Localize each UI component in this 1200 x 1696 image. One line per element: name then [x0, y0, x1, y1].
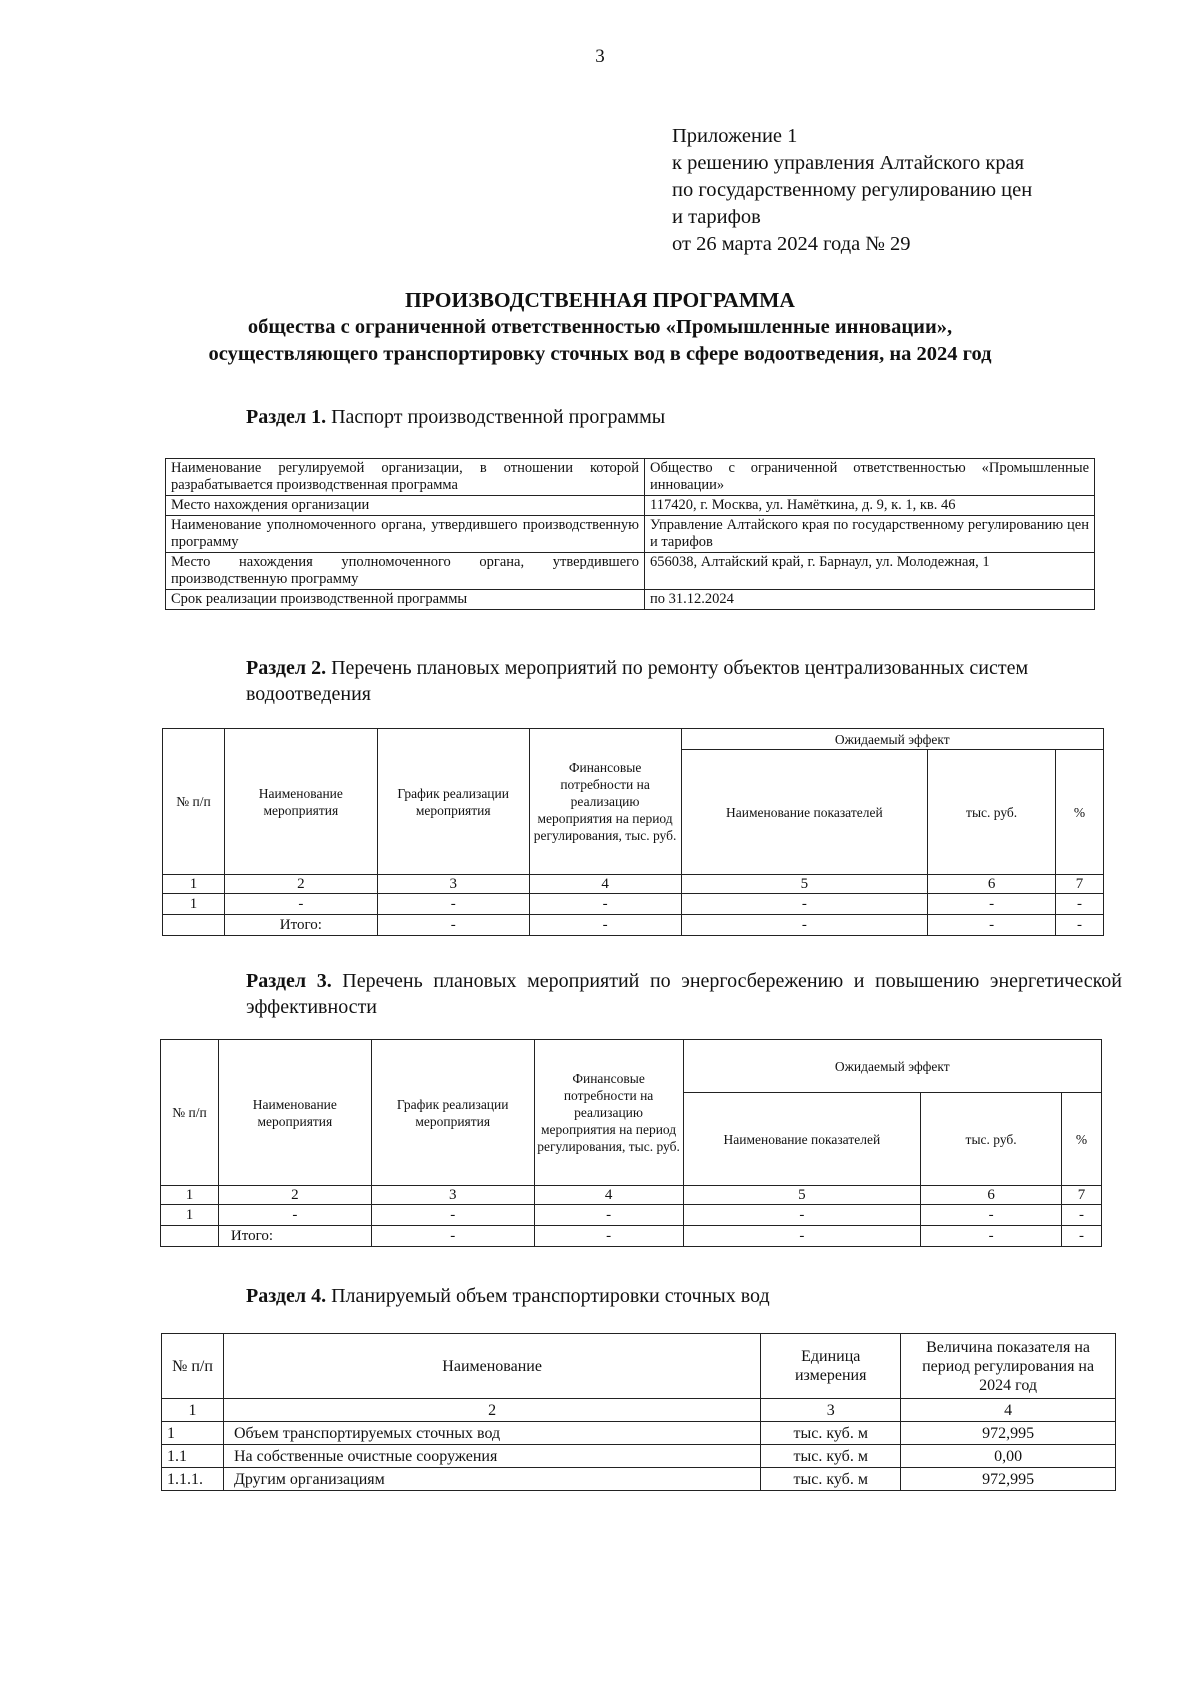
- column-number: 6: [921, 1186, 1062, 1205]
- column-number: 1: [162, 1399, 224, 1422]
- table-cell: -: [224, 894, 377, 915]
- table-cell: -: [1056, 894, 1104, 915]
- table-cell: [161, 1226, 219, 1247]
- header-indicators: Наименование показателей: [681, 750, 928, 875]
- header-finance: Финансовые потребности на реализацию мероприятия на период регулирования, тыс. руб.: [534, 1040, 683, 1186]
- column-number: 5: [681, 875, 928, 894]
- annex-line: к решению управления Алтайского края: [672, 152, 1025, 174]
- column-number: 3: [377, 875, 529, 894]
- passport-label: Наименование регулируемой организации, в отношении которой разрабатывается производственная программа: [166, 459, 645, 496]
- passport-value: Общество с ограниченной ответственностью «Промышленные инновации»: [645, 459, 1095, 496]
- table-row: [166, 516, 1095, 553]
- header-finance: Финансовые потребности на реализацию мероприятия на период регулирования, тыс. руб.: [529, 729, 681, 875]
- table-cell: -: [534, 1205, 683, 1226]
- header-name: Наименование: [223, 1334, 760, 1399]
- header-unit: Единица измерения: [761, 1334, 901, 1399]
- passport-value: 656038, Алтайский край, г. Барнаул, ул. Молодежная, 1: [645, 553, 1095, 590]
- header-num: № п/п: [161, 1040, 219, 1186]
- section-label: Раздел 3.: [246, 970, 332, 992]
- annex-line: и тарифов: [672, 206, 761, 228]
- table-row: [166, 590, 1095, 610]
- table-header-row: [163, 729, 1104, 750]
- title-main: ПРОИЗВОДСТВЕННАЯ ПРОГРАММА: [405, 288, 795, 312]
- column-number: 3: [371, 1186, 534, 1205]
- section4-heading: [246, 1283, 770, 1309]
- table-cell: -: [928, 894, 1056, 915]
- title-line: общества с ограниченной ответственностью «Промышленные инновации»,: [247, 316, 953, 338]
- column-number: 4: [901, 1399, 1116, 1422]
- table-cell: -: [1056, 915, 1104, 936]
- passport-label: Срок реализации производственной программы: [166, 590, 645, 610]
- section-label: Раздел 4.: [246, 1285, 327, 1307]
- passport-label: Наименование уполномоченного органа, утвердившего производственную программу: [166, 516, 645, 553]
- column-number: 2: [223, 1399, 760, 1422]
- row-name: Объем транспортируемых сточных вод: [223, 1422, 760, 1445]
- header-name: Наименование мероприятия: [218, 1040, 371, 1186]
- repair-measures-table: [162, 728, 1104, 936]
- table-cell: -: [218, 1205, 371, 1226]
- row-unit: тыс. куб. м: [761, 1422, 901, 1445]
- section-heading-text: [172, 968, 1122, 1020]
- header-num: № п/п: [162, 1334, 224, 1399]
- column-number: 4: [529, 875, 681, 894]
- header-value: Величина показателя на период регулирования на 2024 год: [901, 1334, 1116, 1399]
- title-line: осуществляющего транспортировку сточных вод в сфере водоотведения, на 2024 год: [208, 343, 992, 365]
- table-cell: -: [377, 915, 529, 936]
- total-label: Итого:: [224, 915, 377, 936]
- header-percent: %: [1056, 750, 1104, 875]
- column-number: 4: [534, 1186, 683, 1205]
- column-number: 2: [218, 1186, 371, 1205]
- table-cell: -: [529, 894, 681, 915]
- energy-measures-table: [160, 1039, 1102, 1247]
- total-row: [163, 915, 1104, 936]
- section2-heading: [172, 655, 1122, 707]
- header-num: № п/п: [163, 729, 225, 875]
- table-cell: -: [371, 1226, 534, 1247]
- table-row: [162, 1445, 1116, 1468]
- transport-volume-table: [161, 1333, 1116, 1491]
- row-value: 0,00: [901, 1445, 1116, 1468]
- passport-label: Место нахождения организации: [166, 496, 645, 516]
- row-value: 972,995: [901, 1468, 1116, 1491]
- table-row: [166, 496, 1095, 516]
- header-schedule: График реализации мероприятия: [377, 729, 529, 875]
- section3-heading: [172, 968, 1122, 1020]
- column-number: 7: [1056, 875, 1104, 894]
- table-cell: 1: [161, 1205, 219, 1226]
- row-name: Другим организациям: [223, 1468, 760, 1491]
- header-thousand-rub: тыс. руб.: [928, 750, 1056, 875]
- column-numbers-row: [162, 1399, 1116, 1422]
- passport-value: Управление Алтайского края по государственному регулированию цен и тарифов: [645, 516, 1095, 553]
- table-cell: 1: [163, 894, 225, 915]
- row-name: На собственные очистные сооружения: [223, 1445, 760, 1468]
- table-cell: -: [377, 894, 529, 915]
- document-title: [60, 287, 1140, 368]
- row-number: 1: [162, 1422, 224, 1445]
- passport-value: по 31.12.2024: [645, 590, 1095, 610]
- section-label: Раздел 2.: [246, 657, 327, 679]
- table-cell: -: [681, 894, 928, 915]
- section1-heading: [246, 404, 665, 430]
- table-row: [161, 1205, 1102, 1226]
- row-unit: тыс. куб. м: [761, 1445, 901, 1468]
- column-number: 2: [224, 875, 377, 894]
- row-value: 972,995: [901, 1422, 1116, 1445]
- annex-line: по государственному регулированию цен: [672, 179, 1033, 201]
- table-row: [162, 1468, 1116, 1491]
- table-header-row: [162, 1334, 1116, 1399]
- header-effect: Ожидаемый эффект: [681, 729, 1103, 750]
- column-numbers-row: [161, 1186, 1102, 1205]
- section-title: Паспорт производственной программы: [331, 406, 666, 428]
- passport-table: [165, 458, 1095, 610]
- table-cell: -: [1062, 1226, 1102, 1247]
- column-number: 1: [163, 875, 225, 894]
- column-number: 1: [161, 1186, 219, 1205]
- table-cell: [163, 915, 225, 936]
- table-row: [166, 553, 1095, 590]
- column-numbers-row: [163, 875, 1104, 894]
- annex-line: от 26 марта 2024 года № 29: [672, 233, 911, 255]
- passport-value: 117420, г. Москва, ул. Намёткина, д. 9, к. 1, кв. 46: [645, 496, 1095, 516]
- header-thousand-rub: тыс. руб.: [921, 1093, 1062, 1186]
- table-cell: -: [1062, 1205, 1102, 1226]
- annex-header: [672, 123, 1032, 258]
- table-cell: -: [681, 915, 928, 936]
- section-title: Планируемый объем транспортировки сточных вод: [331, 1285, 770, 1307]
- total-row: [161, 1226, 1102, 1247]
- table-cell: -: [529, 915, 681, 936]
- table-cell: -: [921, 1226, 1062, 1247]
- row-number: 1.1.1.: [162, 1468, 224, 1491]
- column-number: 7: [1062, 1186, 1102, 1205]
- table-cell: -: [371, 1205, 534, 1226]
- section-label: Раздел 1.: [246, 406, 327, 428]
- table-header-row: [161, 1040, 1102, 1093]
- total-label: Итого:: [218, 1226, 371, 1247]
- passport-label: Место нахождения уполномоченного органа, утвердившего производственную программу: [166, 553, 645, 590]
- table-cell: -: [928, 915, 1056, 936]
- row-number: 1.1: [162, 1445, 224, 1468]
- annex-line: Приложение 1: [672, 125, 798, 147]
- column-number: 3: [761, 1399, 901, 1422]
- table-row: [166, 459, 1095, 496]
- table-row: [162, 1422, 1116, 1445]
- table-cell: -: [683, 1205, 921, 1226]
- section-heading-text: [172, 655, 1122, 707]
- table-cell: -: [534, 1226, 683, 1247]
- table-cell: -: [921, 1205, 1062, 1226]
- column-number: 6: [928, 875, 1056, 894]
- header-name: Наименование мероприятия: [224, 729, 377, 875]
- header-indicators: Наименование показателей: [683, 1093, 921, 1186]
- row-unit: тыс. куб. м: [761, 1468, 901, 1491]
- header-schedule: График реализации мероприятия: [371, 1040, 534, 1186]
- table-cell: -: [683, 1226, 921, 1247]
- column-number: 5: [683, 1186, 921, 1205]
- section-title: Перечень плановых мероприятий по ремонту объектов централизованных систем водоотведения: [246, 657, 1029, 705]
- header-effect: Ожидаемый эффект: [683, 1040, 1101, 1093]
- page-number: 3: [595, 46, 605, 67]
- table-row: [163, 894, 1104, 915]
- header-percent: %: [1062, 1093, 1102, 1186]
- section-title: Перечень плановых мероприятий по энергосбережению и повышению энергетической эффективности: [246, 970, 1123, 1018]
